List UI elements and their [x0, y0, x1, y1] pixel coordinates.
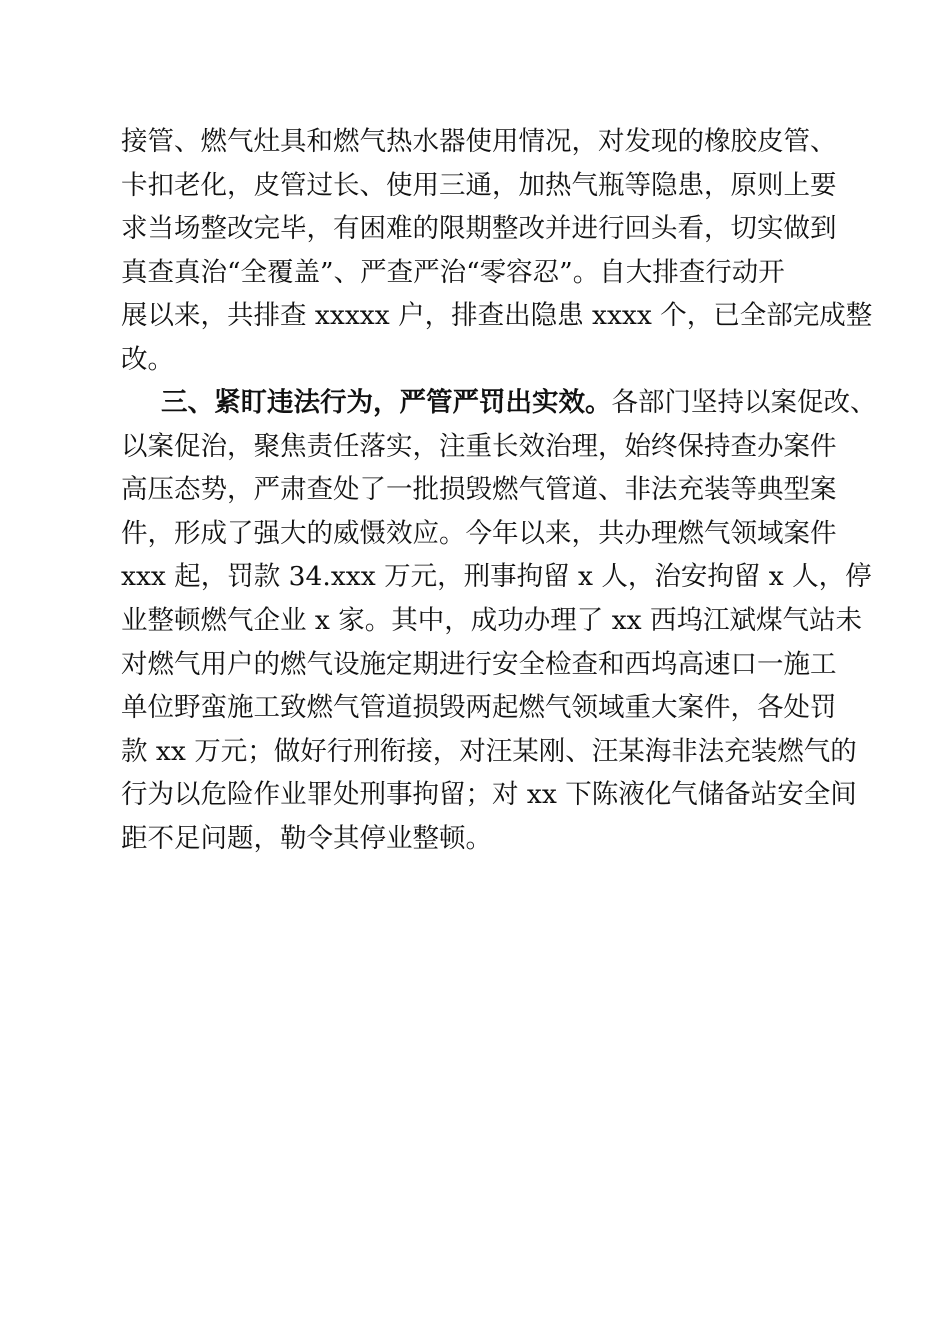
paragraph-line: 件，形成了强大的威慑效应。今年以来，共办理燃气领域案件 [121, 517, 837, 549]
paragraph-line: 距不足问题，勒令其停业整顿。 [121, 822, 492, 854]
paragraph-line: 求当场整改完毕，有困难的限期整改并进行回头看，切实做到 [121, 213, 837, 245]
paragraph-line: 改。 [121, 343, 174, 375]
paragraph-line: 展以来，共排查 xxxxx 户，排查出隐患 xxxx 个，已全部完成整 [121, 300, 873, 332]
paragraph-line: 单位野蛮施工致燃气管道损毁两起燃气领域重大案件，各处罚 [121, 692, 837, 724]
paragraph-2 [121, 381, 877, 861]
section-heading: 三、紧盯违法行为，严管严罚出实效。 [161, 387, 612, 418]
paragraph-line: 卡扣老化，皮管过长、使用三通，加热气瓶等隐患，原则上要 [121, 169, 837, 201]
paragraph-first-line [121, 381, 877, 425]
paragraph-line: 高压态势，严肃查处了一批损毁燃气管道、非法充装等典型案 [121, 474, 837, 506]
paragraph-line: 接管、燃气灶具和燃气热水器使用情况，对发现的橡胶皮管、 [121, 126, 837, 157]
paragraph-line: 以案促治，聚焦责任落实，注重长效治理，始终保持查办案件 [121, 430, 837, 462]
paragraph-line: 对燃气用户的燃气设施定期进行安全检查和西坞高速口一施工 [121, 648, 837, 680]
paragraph-line: 行为以危险作业罪处刑事拘留；对 xx 下陈液化气储备站安全间 [121, 779, 857, 811]
paragraph-line: xxx 起，罚款 34.xxx 万元，刑事拘留 x 人，治安拘留 x 人，停 [121, 561, 872, 593]
paragraph-line: 业整顿燃气企业 x 家。其中，成功办理了 xx 西坞江斌煤气站未 [121, 604, 863, 636]
paragraph-1 [121, 120, 873, 382]
paragraph-line: 真查真治“全覆盖”、严查严治“零容忍”。自大排查行动开 [121, 256, 785, 288]
paragraph-line: 款 xx 万元；做好行刑衔接，对汪某刚、汪某海非法充装燃气的 [121, 735, 857, 767]
paragraph-line-rest: 各部门坚持以案促改、 [611, 387, 877, 418]
